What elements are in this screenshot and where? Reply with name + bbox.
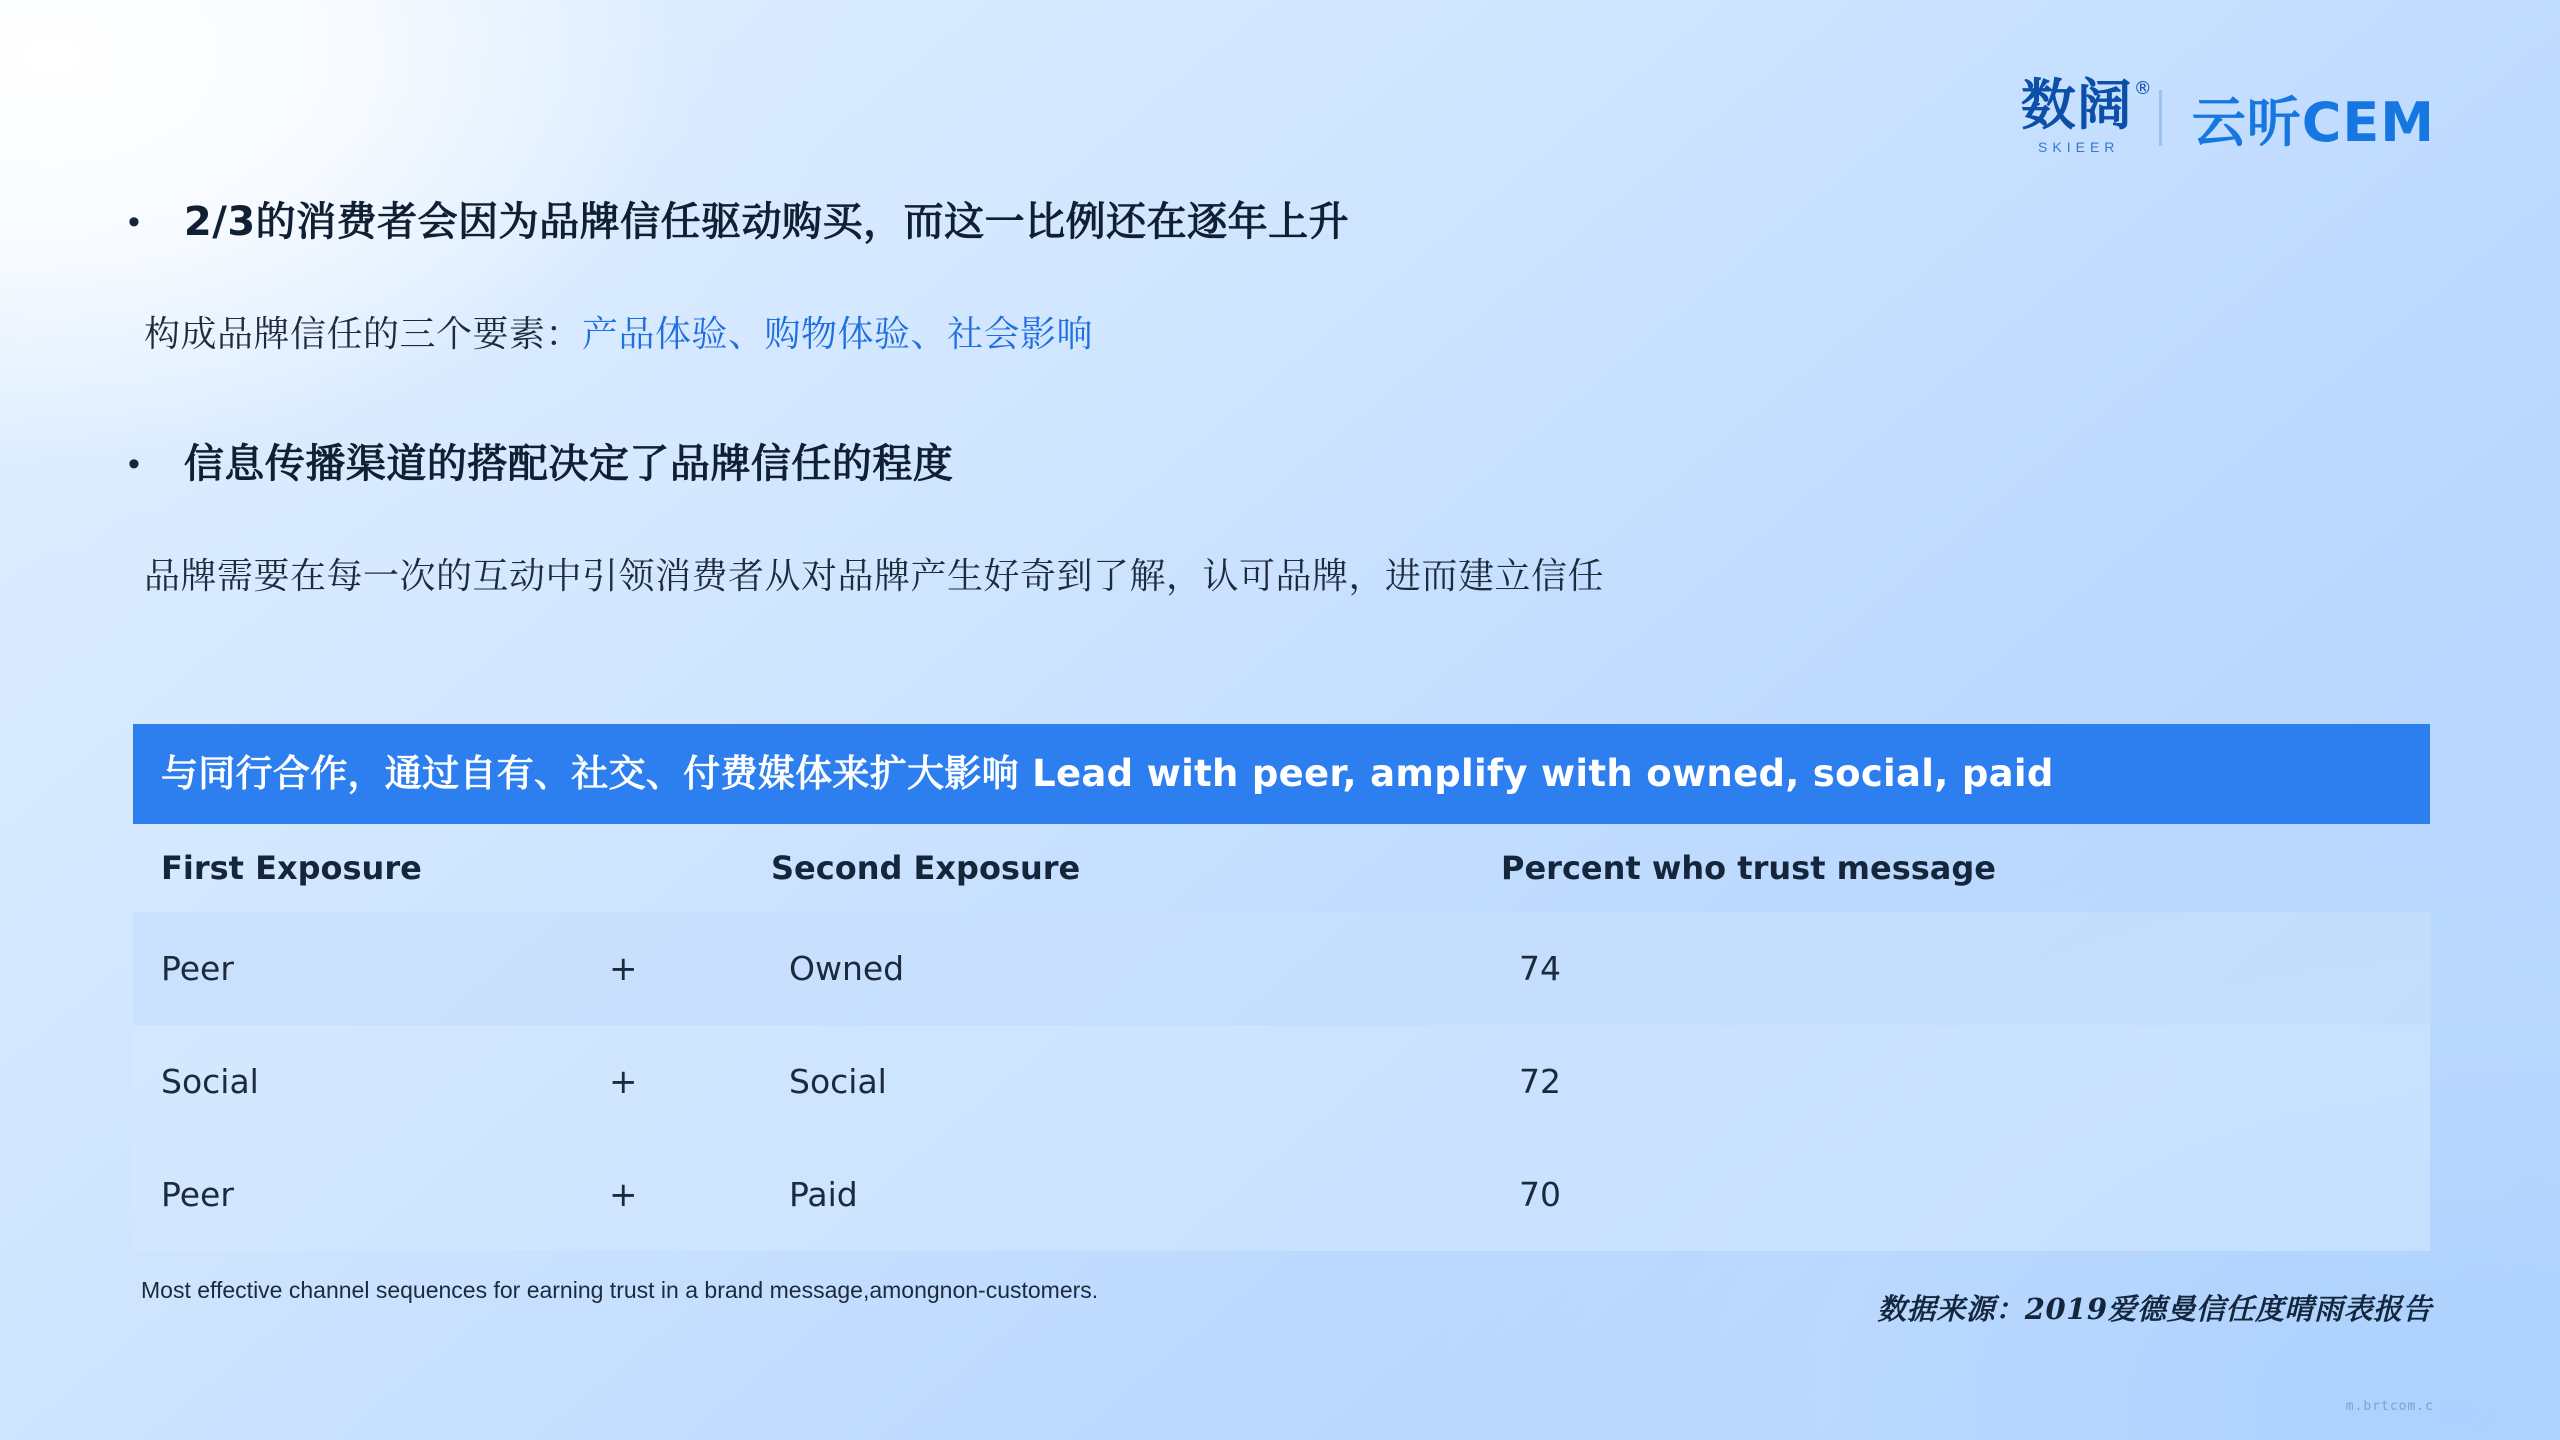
bullet-1-text: 2/3的消费者会因为品牌信任驱动购买，而这一比例还在逐年上升 [183,199,1350,245]
cell-percent: 72 [1519,1062,1561,1101]
cell-plus-operator: + [609,948,638,989]
logo-mark [2020,73,2153,155]
registered-trademark-icon: ® [2133,78,2153,99]
sub-text-1-prefix: 构成品牌信任的三个要素： [144,314,583,355]
cell-first-exposure: Peer [161,1175,234,1214]
watermark-text: m.brtcom.c [2345,1399,2434,1414]
bullet-item-2 [128,438,2448,490]
bullet-2-text: 信息传播渠道的搭配决定了品牌信任的程度 [183,441,954,487]
table-footnote: Most effective channel sequences for earning trust in a brand message,amongnon-customers. [141,1277,1099,1303]
trust-table [133,724,2430,1304]
cell-second-exposure: Paid [789,1175,858,1214]
cell-second-exposure: Social [789,1062,887,1101]
brand-logo [2020,73,2435,155]
logo-brand-en: SKIEER [2038,139,2120,155]
table-header-percent: Percent who trust message [1501,849,1996,887]
table-header-first-exposure: First Exposure [161,849,422,887]
cell-plus-operator: + [609,1061,638,1102]
table-row [133,1138,2430,1251]
sub-text-1-highlight: 产品体验、购物体验、社会影响 [582,314,1094,355]
table-row [133,1025,2430,1138]
sub-text-1 [144,310,2448,360]
table-header-row [133,824,2430,912]
logo-divider [2159,90,2162,146]
content-block [128,196,2448,602]
bullet-item-1 [128,196,2448,248]
cell-first-exposure: Peer [161,949,234,988]
logo-brand-cn-text: 数阔 [2020,73,2133,137]
logo-product-name: 云听CEM [2191,91,2435,154]
cell-percent: 70 [1519,1175,1561,1214]
bullet-marker-icon: • [128,203,140,241]
bullet-marker-icon: • [128,445,140,483]
logo-brand-cn [2020,73,2153,137]
data-source-label: 数据来源：2019爱德曼信任度晴雨表报告 [1877,1292,2432,1326]
table-header-second-exposure: Second Exposure [771,849,1081,887]
cell-second-exposure: Owned [789,949,905,988]
cell-plus-operator: + [609,1174,638,1215]
sub-text-2: 品牌需要在每一次的互动中引领消费者从对品牌产生好奇到了解，认可品牌，进而建立信任 [144,556,1605,597]
table-row [133,912,2430,1025]
cell-first-exposure: Social [161,1062,259,1101]
cell-percent: 74 [1519,949,1561,988]
table-title: 与同行合作，通过自有、社交、付费媒体来扩大影响 Lead with peer, amplify with owned, social, paid [133,724,2430,824]
